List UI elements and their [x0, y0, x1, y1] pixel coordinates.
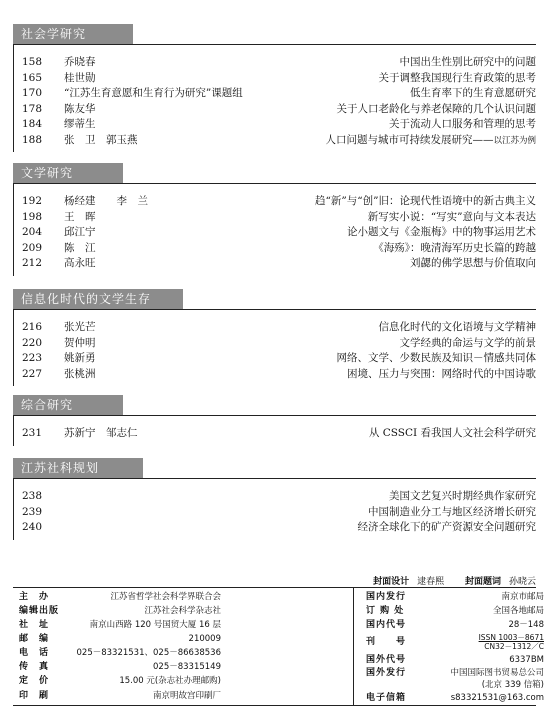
page-number: 170 [22, 87, 43, 99]
title-text: 美国文艺复兴时期经典作家研究 [389, 490, 536, 502]
toc-entry[interactable] [22, 351, 536, 366]
imprint-key: 国内代号 [366, 620, 407, 630]
section-heading: 信息化时代的文学生存 [13, 289, 183, 309]
cover-design-value: 逮春熙 [417, 577, 445, 587]
imprint-row [19, 605, 221, 618]
section-left-rule [13, 183, 14, 276]
title-text: 新写实小说：“写实”意向与文本表达 [367, 210, 536, 223]
article-title [369, 426, 536, 441]
imprint-value: 210009 [188, 634, 221, 644]
imprint-row [19, 619, 221, 632]
page-number: 209 [22, 241, 43, 254]
article-title [373, 241, 536, 256]
imprint-key: 邮 编 [19, 634, 50, 644]
author: 张 卫 郭玉燕 [64, 133, 138, 146]
imprint-value: 全国各地邮局 [492, 606, 544, 616]
imprint-key: 社 址 [19, 620, 50, 630]
toc-entry[interactable] [22, 133, 536, 148]
title-text: 低生育率下的生育意愿研究 [410, 87, 536, 99]
toc-entry[interactable] [22, 241, 536, 256]
title-text: 信息化时代的文化语境与文学精神 [378, 321, 536, 333]
toc-entry[interactable] [22, 367, 536, 382]
imprint-key: 国外代号 [366, 655, 407, 665]
author: 陈 江 [64, 241, 96, 254]
section-heading: 社会学研究 [13, 24, 133, 44]
author: 乔晓春 [64, 56, 96, 68]
title-text: 中国制造业分工与地区经济增长研究 [368, 505, 536, 518]
author: 王 晖 [64, 210, 96, 223]
author: 杨经建 李 兰 [64, 195, 148, 207]
page-number: 212 [22, 257, 43, 269]
article-title [379, 71, 537, 86]
section-left-rule [13, 44, 14, 152]
title-text: 从 CSSCI 看我国人文社会科学研究 [368, 427, 536, 439]
imprint-divider [353, 588, 354, 705]
title-text: 关于流动人口服务和管理的思考 [389, 118, 536, 130]
imprint-key: 主 办 [19, 592, 50, 602]
page-number: 220 [22, 336, 43, 349]
page-number: 178 [22, 102, 43, 115]
imprint-box [13, 587, 544, 706]
article-title [368, 505, 536, 520]
imprint-row [366, 633, 544, 651]
article-title [389, 489, 536, 504]
cover-design-label: 封面设计 [373, 577, 410, 587]
article-title [400, 55, 537, 70]
toc-entry[interactable] [22, 71, 536, 86]
imprint-row [366, 591, 544, 604]
author: “江苏生育意愿和生育行为研究”课题组 [64, 87, 243, 99]
author: 姚新勇 [64, 352, 96, 364]
article-title [410, 86, 536, 101]
section-heading: 综合研究 [13, 395, 123, 415]
article-title [325, 133, 536, 149]
page-number: 198 [22, 210, 43, 223]
section-left-rule [13, 478, 14, 540]
imprint-value: 江苏省哲学社会科学界联合会 [110, 592, 221, 602]
page-number: 238 [22, 490, 43, 502]
title-text: 文学经典的命运与文学的前景 [399, 336, 536, 349]
author: 贺仲明 [64, 336, 96, 349]
title-text: 网络、文学、少数民族及知识－情感共同体 [336, 352, 536, 364]
toc-entry[interactable] [22, 102, 536, 117]
toc-entry[interactable] [22, 426, 536, 441]
page-number: 240 [22, 521, 43, 533]
imprint-value: (北京 339 信箱) [481, 680, 544, 690]
title-text: 关于调整我国现行生育政策的思考 [378, 71, 536, 84]
toc-entry[interactable] [22, 210, 536, 225]
author: 陈友华 [64, 102, 96, 115]
imprint-value: 6337BM [509, 655, 544, 665]
imprint-row [19, 633, 221, 646]
page-number: 192 [22, 195, 43, 207]
section-rule [13, 44, 536, 45]
imprint-row [19, 661, 221, 674]
imprint-key: 国内发行 [366, 592, 407, 602]
imprint-row [366, 654, 544, 667]
title-text: 趋“新”与“创”旧：论现代性语境中的新古典主义 [315, 195, 536, 207]
article-title [410, 256, 536, 271]
article-title [368, 210, 536, 225]
article-title [315, 194, 536, 209]
imprint-row [366, 679, 544, 692]
title-text: 困境、压力与突围：网络时代的中国诗歌 [347, 367, 536, 380]
page-number: 231 [22, 427, 43, 439]
article-title [347, 367, 536, 382]
article-title [337, 351, 537, 366]
imprint-key: 传 真 [19, 662, 50, 672]
section-left-rule [13, 309, 14, 386]
imprint-row [366, 692, 544, 705]
issn-block [479, 633, 544, 651]
toc-entry[interactable] [22, 55, 536, 70]
toc-entry[interactable] [22, 520, 536, 535]
page-number: 184 [22, 118, 43, 130]
title-text: 刘勰的佛学思想与价值取向 [410, 257, 536, 269]
section-heading: 江苏社科规划 [13, 458, 143, 478]
page-number: 223 [22, 352, 43, 364]
imprint-value: 南京明故宫印刷厂 [152, 691, 221, 701]
author: 苏新宁 邹志仁 [64, 427, 138, 439]
toc-entry[interactable] [22, 86, 536, 101]
section-left-rule [13, 415, 14, 446]
toc-entry[interactable] [22, 256, 536, 271]
imprint-row [19, 591, 221, 604]
imprint-value: 南京山西路 120 号国贸大厦 16 层 [89, 620, 221, 630]
imprint-value: 中国国际图书贸易总公司 [450, 668, 544, 678]
title-text: 经济全球化下的矿产资源安全问题研究 [357, 521, 536, 533]
title-text: 人口问题与城市可持续发展研究—— [325, 133, 494, 146]
article-title [337, 102, 537, 117]
author: 缪蒂生 [64, 118, 96, 130]
title-subtitle: 以江苏为例 [493, 135, 536, 146]
issn-value: ISSN 1003－8671 [478, 633, 544, 642]
section-heading: 文学研究 [13, 163, 123, 183]
toc-entry[interactable] [22, 117, 536, 132]
imprint-value: 025－83321531、025－86638536 [76, 648, 221, 658]
cover-credits [373, 574, 536, 587]
imprint-row [366, 667, 544, 680]
toc-entry[interactable] [22, 336, 536, 351]
imprint-key: 编辑出版 [19, 606, 60, 616]
cover-title-label: 封面题词 [464, 577, 501, 587]
page-number: 216 [22, 321, 43, 333]
article-title [347, 225, 536, 240]
imprint-key: 国外发行 [366, 668, 407, 678]
article-title [389, 117, 536, 132]
imprint-key: 订 购 处 [366, 606, 405, 616]
imprint-row [19, 647, 221, 660]
imprint-row [19, 675, 221, 688]
imprint-value: 江苏社会科学杂志社 [144, 606, 221, 616]
imprint-key: 刊 号 [366, 637, 407, 647]
section-rule [13, 478, 536, 479]
imprint-row [366, 619, 544, 632]
author: 高永旺 [64, 257, 96, 269]
imprint-key: 电 话 [19, 648, 50, 658]
article-title [358, 520, 537, 535]
page-number: 204 [22, 226, 43, 238]
page-number: 227 [22, 367, 43, 380]
toc-entry[interactable] [22, 505, 536, 520]
cover-title-value: 孙晓云 [508, 577, 536, 587]
title-text: 《海殇》：晚清海军历史长篇的跨越 [373, 241, 536, 254]
author: 张桃洲 [64, 367, 96, 380]
title-text: 中国出生性别比研究中的问题 [399, 56, 536, 68]
page-number: 158 [22, 56, 43, 68]
imprint-key: 印 刷 [19, 691, 50, 701]
imprint-row [366, 605, 544, 618]
imprint-key: 定 价 [19, 676, 50, 686]
page-number: 239 [22, 505, 43, 518]
section-rule [13, 183, 536, 184]
imprint-value: 025－83315149 [153, 662, 221, 672]
imprint-value: 28－148 [508, 620, 544, 630]
author: 桂世勋 [64, 71, 96, 84]
imprint-value: s83321531@163.com [450, 693, 544, 703]
toc-entry[interactable] [22, 320, 536, 335]
imprint-row [19, 690, 221, 703]
page-number: 188 [22, 133, 43, 146]
page-number: 165 [22, 71, 43, 84]
cn-value: CN32－1312／C [484, 642, 544, 651]
imprint-value: 南京市邮局 [501, 592, 544, 602]
toc-entry[interactable] [22, 225, 536, 240]
title-text: 论小题文与《金瓶梅》中的物事运用艺术 [347, 226, 536, 238]
section-rule [13, 309, 536, 310]
title-text: 关于人口老龄化与养老保障的几个认识问题 [336, 102, 536, 115]
article-title [379, 320, 537, 335]
imprint-value: 15.00 元(杂志社办理邮购) [119, 676, 221, 686]
toc-entry[interactable] [22, 489, 536, 504]
toc-entry[interactable] [22, 194, 536, 209]
article-title [400, 336, 537, 351]
author: 张光芒 [64, 321, 96, 333]
author: 邱江宁 [64, 226, 96, 238]
imprint-key: 电子信箱 [366, 693, 407, 703]
section-rule [13, 415, 536, 416]
